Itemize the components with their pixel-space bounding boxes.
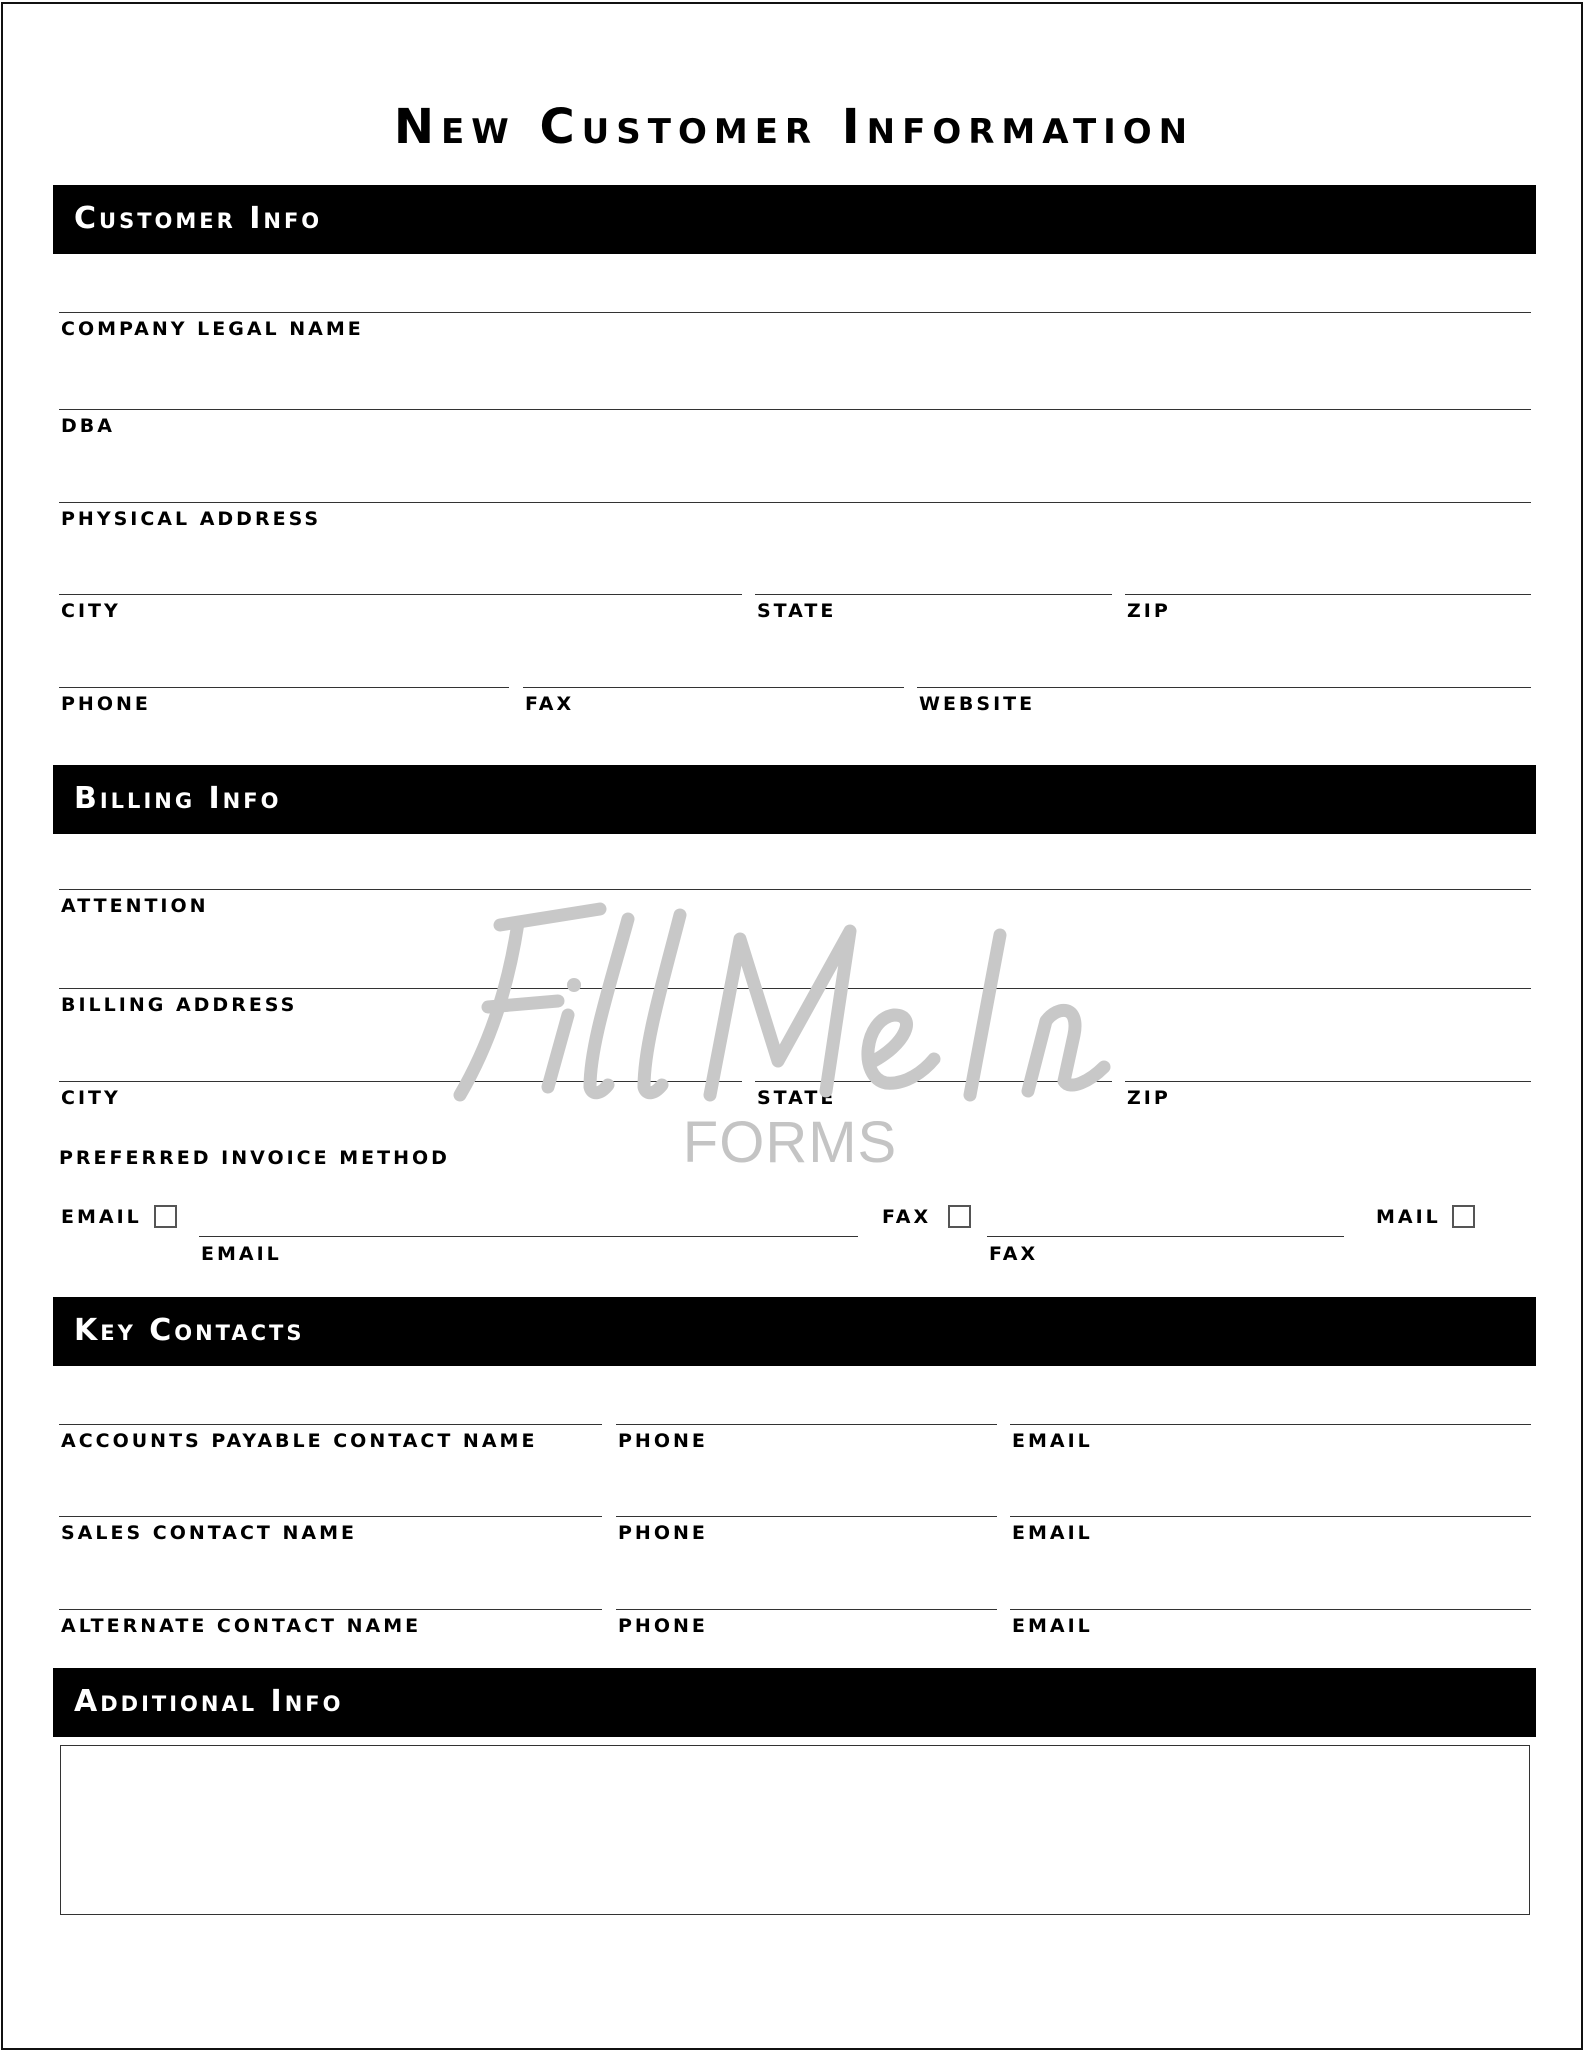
billing-address-label: BILLING ADDRESS [61, 994, 298, 1016]
sales-contact-email-field[interactable] [1010, 1516, 1531, 1517]
ap-contact-email-field[interactable] [1010, 1424, 1531, 1425]
billing-city-label: CITY [61, 1087, 121, 1109]
billing-state-field[interactable] [755, 1081, 1112, 1082]
state-label: STATE [757, 600, 837, 622]
phone-label: PHONE [61, 693, 151, 715]
alternate-contact-email-field[interactable] [1010, 1609, 1531, 1610]
alternate-contact-email-label: EMAIL [1012, 1615, 1093, 1637]
dba-label: DBA [61, 415, 115, 437]
physical-address-label: PHYSICAL ADDRESS [61, 508, 322, 530]
sales-contact-phone-field[interactable] [616, 1516, 997, 1517]
fax-label: FAX [525, 693, 575, 715]
city-field[interactable] [59, 594, 742, 595]
sales-contact-name-field[interactable] [59, 1516, 602, 1517]
fax-field[interactable] [523, 687, 904, 688]
section-title: Customer Info [74, 201, 323, 236]
alternate-contact-name-label: ALTERNATE CONTACT NAME [61, 1615, 422, 1637]
invoice-fax-option-label: FAX [882, 1206, 932, 1228]
section-header-key-contacts [53, 1297, 1536, 1366]
website-field[interactable] [917, 687, 1531, 688]
sales-contact-name-label: SALES CONTACT NAME [61, 1522, 357, 1544]
zip-label: ZIP [1127, 600, 1171, 622]
section-title: Key Contacts [74, 1313, 305, 1348]
section-header-customer-info [53, 185, 1536, 254]
attention-label: ATTENTION [61, 895, 209, 917]
invoice-email-field[interactable] [199, 1236, 858, 1237]
billing-zip-label: ZIP [1127, 1087, 1171, 1109]
sales-contact-email-label: EMAIL [1012, 1522, 1093, 1544]
company-legal-name-field[interactable] [59, 312, 1531, 313]
invoice-fax-field-label: FAX [989, 1243, 1039, 1265]
section-title: Additional Info [74, 1684, 344, 1719]
zip-field[interactable] [1125, 594, 1531, 595]
watermark-forms-text: FORMS [682, 1110, 898, 1175]
additional-info-textarea[interactable] [60, 1745, 1530, 1915]
company-legal-name-label: COMPANY LEGAL NAME [61, 318, 364, 340]
alternate-contact-phone-field[interactable] [616, 1609, 997, 1610]
sales-contact-phone-label: PHONE [618, 1522, 708, 1544]
invoice-email-checkbox[interactable] [154, 1205, 177, 1228]
city-label: CITY [61, 600, 121, 622]
physical-address-field[interactable] [59, 502, 1531, 503]
invoice-email-field-label: EMAIL [201, 1243, 282, 1265]
phone-field[interactable] [59, 687, 509, 688]
billing-address-field[interactable] [59, 988, 1531, 989]
attention-field[interactable] [59, 889, 1531, 890]
section-header-billing-info [53, 765, 1536, 834]
ap-contact-name-field[interactable] [59, 1424, 602, 1425]
invoice-mail-option-label: MAIL [1376, 1206, 1441, 1228]
section-header-additional-info [53, 1668, 1536, 1737]
website-label: WEBSITE [919, 693, 1036, 715]
ap-contact-phone-field[interactable] [616, 1424, 997, 1425]
alternate-contact-name-field[interactable] [59, 1609, 602, 1610]
form-title: New Customer Information [393, 99, 1195, 155]
preferred-invoice-method-label: PREFERRED INVOICE METHOD [59, 1147, 450, 1169]
page-border [1, 2, 1583, 2050]
invoice-email-option-label: EMAIL [61, 1206, 142, 1228]
invoice-fax-checkbox[interactable] [948, 1205, 971, 1228]
section-title: Billing Info [74, 781, 282, 816]
dba-field[interactable] [59, 409, 1531, 410]
state-field[interactable] [755, 594, 1112, 595]
ap-contact-email-label: EMAIL [1012, 1430, 1093, 1452]
invoice-mail-checkbox[interactable] [1452, 1205, 1475, 1228]
alternate-contact-phone-label: PHONE [618, 1615, 708, 1637]
billing-city-field[interactable] [59, 1081, 742, 1082]
billing-state-label: STATE [757, 1087, 837, 1109]
ap-contact-name-label: ACCOUNTS PAYABLE CONTACT NAME [61, 1430, 538, 1452]
ap-contact-phone-label: PHONE [618, 1430, 708, 1452]
billing-zip-field[interactable] [1125, 1081, 1531, 1082]
invoice-fax-field[interactable] [987, 1236, 1344, 1237]
